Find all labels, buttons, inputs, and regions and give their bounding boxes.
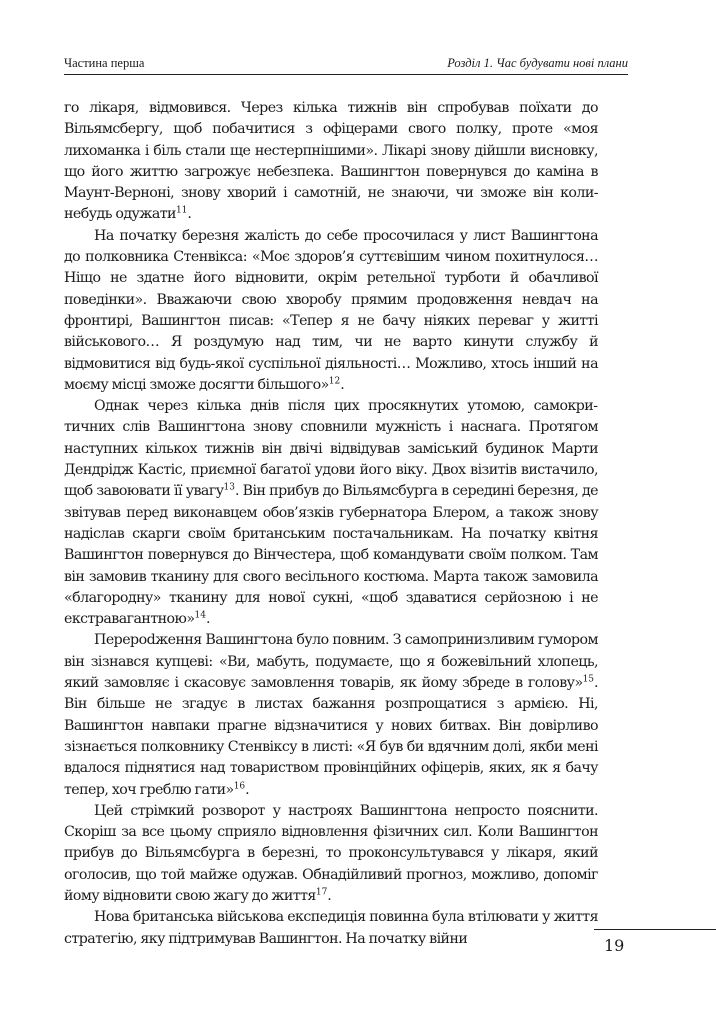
running-header bbox=[64, 56, 628, 74]
page-number: 19 bbox=[604, 936, 625, 955]
paragraph-text: Цей стрімкий розворот у настроях Вашингтона непросто пояснити. Скоріш за все цьому сприяло відновлення фізичних сил. Коли Вашингтон прибув до Вільямсбурга в березні, то проконсультувався у лікаря, який оголосив, що той майже одужав. Обнадійливий прогноз, можливо, допоміг йому відновити свою жагу до життя bbox=[64, 802, 598, 904]
footnote-marker: 11 bbox=[175, 205, 188, 216]
paragraph bbox=[64, 907, 598, 950]
paragraph: Однак через кілька днів після цих просякнутих утомою, самокритичних слів Вашингтона знову сповнили мужність і наснага. Протягом наступних кількох тижнів він двічі відвідував заміський будинок Марти Дендрідж Кастіс, приємної багатої удови його віку. Двох візитів вистачило, щоб завоювати її увагу$^{13}$. Він прибув до Вільямсбурга в середині березня, де звітував перед виконавцем обов’язків губернатора Блером, а також знову надіслав скарги своїм британським постачальникам. На початку квітня Вашингтон повернувся до Вінчестера, щоб командувати своїм полком. Там він замовив тканину для свого весільного костюма. Марта також замовила «благородну» тканину для нової сукні, «щоб здаватися серйозною і не екстравагантною»$^{14}$. bbox=[64, 398, 598, 628]
paragraph: Перерodження Вашингтона було повним. З самопринизливим гумором він зізнався купцеві: «Ви, мабуть, подумаєте, що я божевільний хлопець, який замовляє і скасовує замовлення товарів, як йому збреде в голову»$^{15}$. Він більше не згадує в листах бажання розпрощатися з армією. Ні, Вашингтон навпаки прагне відзначитися у нових битвах. Він довірливо зізнається полковнику Стенвіксу в листі: «Я був би вдячним долі, якби мені вдалося піднятися над товариством провінційних офіцерів, яких, як я бачу тепер, хоч греблю гати»$^{16}$. bbox=[64, 632, 598, 798]
footnote-marker: 14 bbox=[194, 610, 206, 621]
chapter-title: Розділ 1. Час будувати нові плани bbox=[447, 56, 628, 70]
footnote-marker: 15 bbox=[582, 674, 595, 685]
paragraph: Цей стрімкий розворот у настроях Вашингтона непросто пояснити. Скоріш за все цьому сприяло відновлення фізичних сил. Коли Вашингтон прибув до Вільямсбурга в березні, то проконсультувався у лікаря, який оголосив, що той майже одужав. Обнадійливий прогноз, можливо, допоміг йому відновити свою жагу до життя$^{17}$. bbox=[64, 802, 598, 904]
footnote-marker: 17 bbox=[315, 887, 328, 898]
paragraph-text: Однак через кілька днів після цих просякнутих утомою, самокритичних слів Вашингтона знову сповнили мужність і наснага. Протягом наступних кількох тижнів він двічі відвідував заміський будинок Марти Дендрідж Кастіс, приємної багатої удови його віку. Двох візитів вистачило, щоб завоювати її увагу bbox=[64, 398, 598, 500]
header-rule bbox=[64, 74, 628, 75]
paragraph-text: . Він більше не згадує в листах бажання розпрощатися з армією. Ні, Вашингтон навпаки прагне відзначитися у нових битвах. Він довірливо зізнається полковнику Стенвіксу в листі: «Я був би вдячним долі, якби мені вдалося піднятися над товариством провінційних офіцерів, яких, як я бачу тепер, хоч греблю гати» bbox=[64, 675, 598, 798]
part-title: Частина перша bbox=[64, 56, 145, 70]
paragraph-text: Перерodження Вашингтона було повним. З самопринизливим гумором він зізнався купцеві: «Ви, мабуть, подумаєте, що я божевільний хлопець, який замовляє і скасовує замовлення товарів, як йому збреде в голову» bbox=[64, 632, 598, 692]
paragraph-text: На початку березня жалість до себе просочилася у лист Вашингтона до полковника Стенвікса: «Моє здоров’я суттєвішим чином похитнулося… Ніщо не здатне його відновити, окрім ретельної турботи й обачливої поведінки». Вважаючи свою хворобу прямим продовження невдач на фронтирі, Вашингтон писав: «Тепер я не бачу ніяких переваг у житті військового… Я роздумую над тим, чи не варто кинути службу й відмовитися від будь-якої суспільної діяльності… Можливо, хтось інший на моєму місці зможе досягти більшого» bbox=[64, 227, 598, 393]
footer-rule bbox=[594, 929, 716, 930]
paragraph-text: Нова британська військова експедиція повинна була втілювати у життя стратегію, яку підтримував Вашингтон. На початку війни bbox=[64, 909, 598, 947]
paragraph: го лікаря, відмовився. Через кілька тижнів він спробував поїхати до Вільямсбергу, щоб побачитися з офіцерами свого полку, проте «моя лихоманка і біль стали ще нестерпнішими». Лікарі знову дійшли висновку, що його життю загрожує небезпека. Вашингтон повернувся до каміна в Маунт-Верноні, знову хворий і самотній, не знаючи, чи зможе він коли-небудь одужати$^{11}$. bbox=[64, 100, 598, 223]
paragraph-text: . Він прибув до Вільямсбурга в середині березня, де звітував перед виконавцем обов’язків губернатора Блером, а також знову надіслав скарги своїм британським постачальникам. На початку квітня Вашингтон повернувся до Вінчестера, щоб командувати своїм полком. Там він замовив тканину для свого весільного костюма. Марта також замовила «благородну» тканину для нової сукні, «щоб здаватися серйозною і не екстравагантною» bbox=[64, 483, 598, 628]
body-text bbox=[64, 98, 598, 950]
paragraph-text: го лікаря, відмовився. Через кілька тижнів він спробував поїхати до Вільямсбергу, щоб побачитися з офіцерами свого полку, проте «моя лихоманка і біль стали ще нестерпнішими». Лікарі знову дійшли висновку, що його життю загрожує небезпека. Вашингтон повернувся до каміна в Маунт-Верноні, знову хворий і самотній, не знаючи, чи зможе він коли-небудь одужати bbox=[64, 100, 598, 223]
footnote-marker: 13 bbox=[223, 482, 235, 493]
footnote-marker: 12 bbox=[328, 376, 341, 387]
footnote-marker: 16 bbox=[233, 780, 246, 791]
paragraph: На початку березня жалість до себе просочилася у лист Вашингтона до полковника Стенвікса: «Моє здоров’я суттєвішим чином похитнулося… Ніщо не здатне його відновити, окрім ретельної турботи й обачливої поведінки». Вважаючи свою хворобу прямим продовження невдач на фронтирі, Вашингтон писав: «Тепер я не бачу ніяких переваг у житті військового… Я роздумую над тим, чи не варто кинути службу й відмовитися від будь-якої суспільної діяльності… Можливо, хтось інший на моєму місці зможе досягти більшого»$^{12}$. bbox=[64, 227, 598, 393]
